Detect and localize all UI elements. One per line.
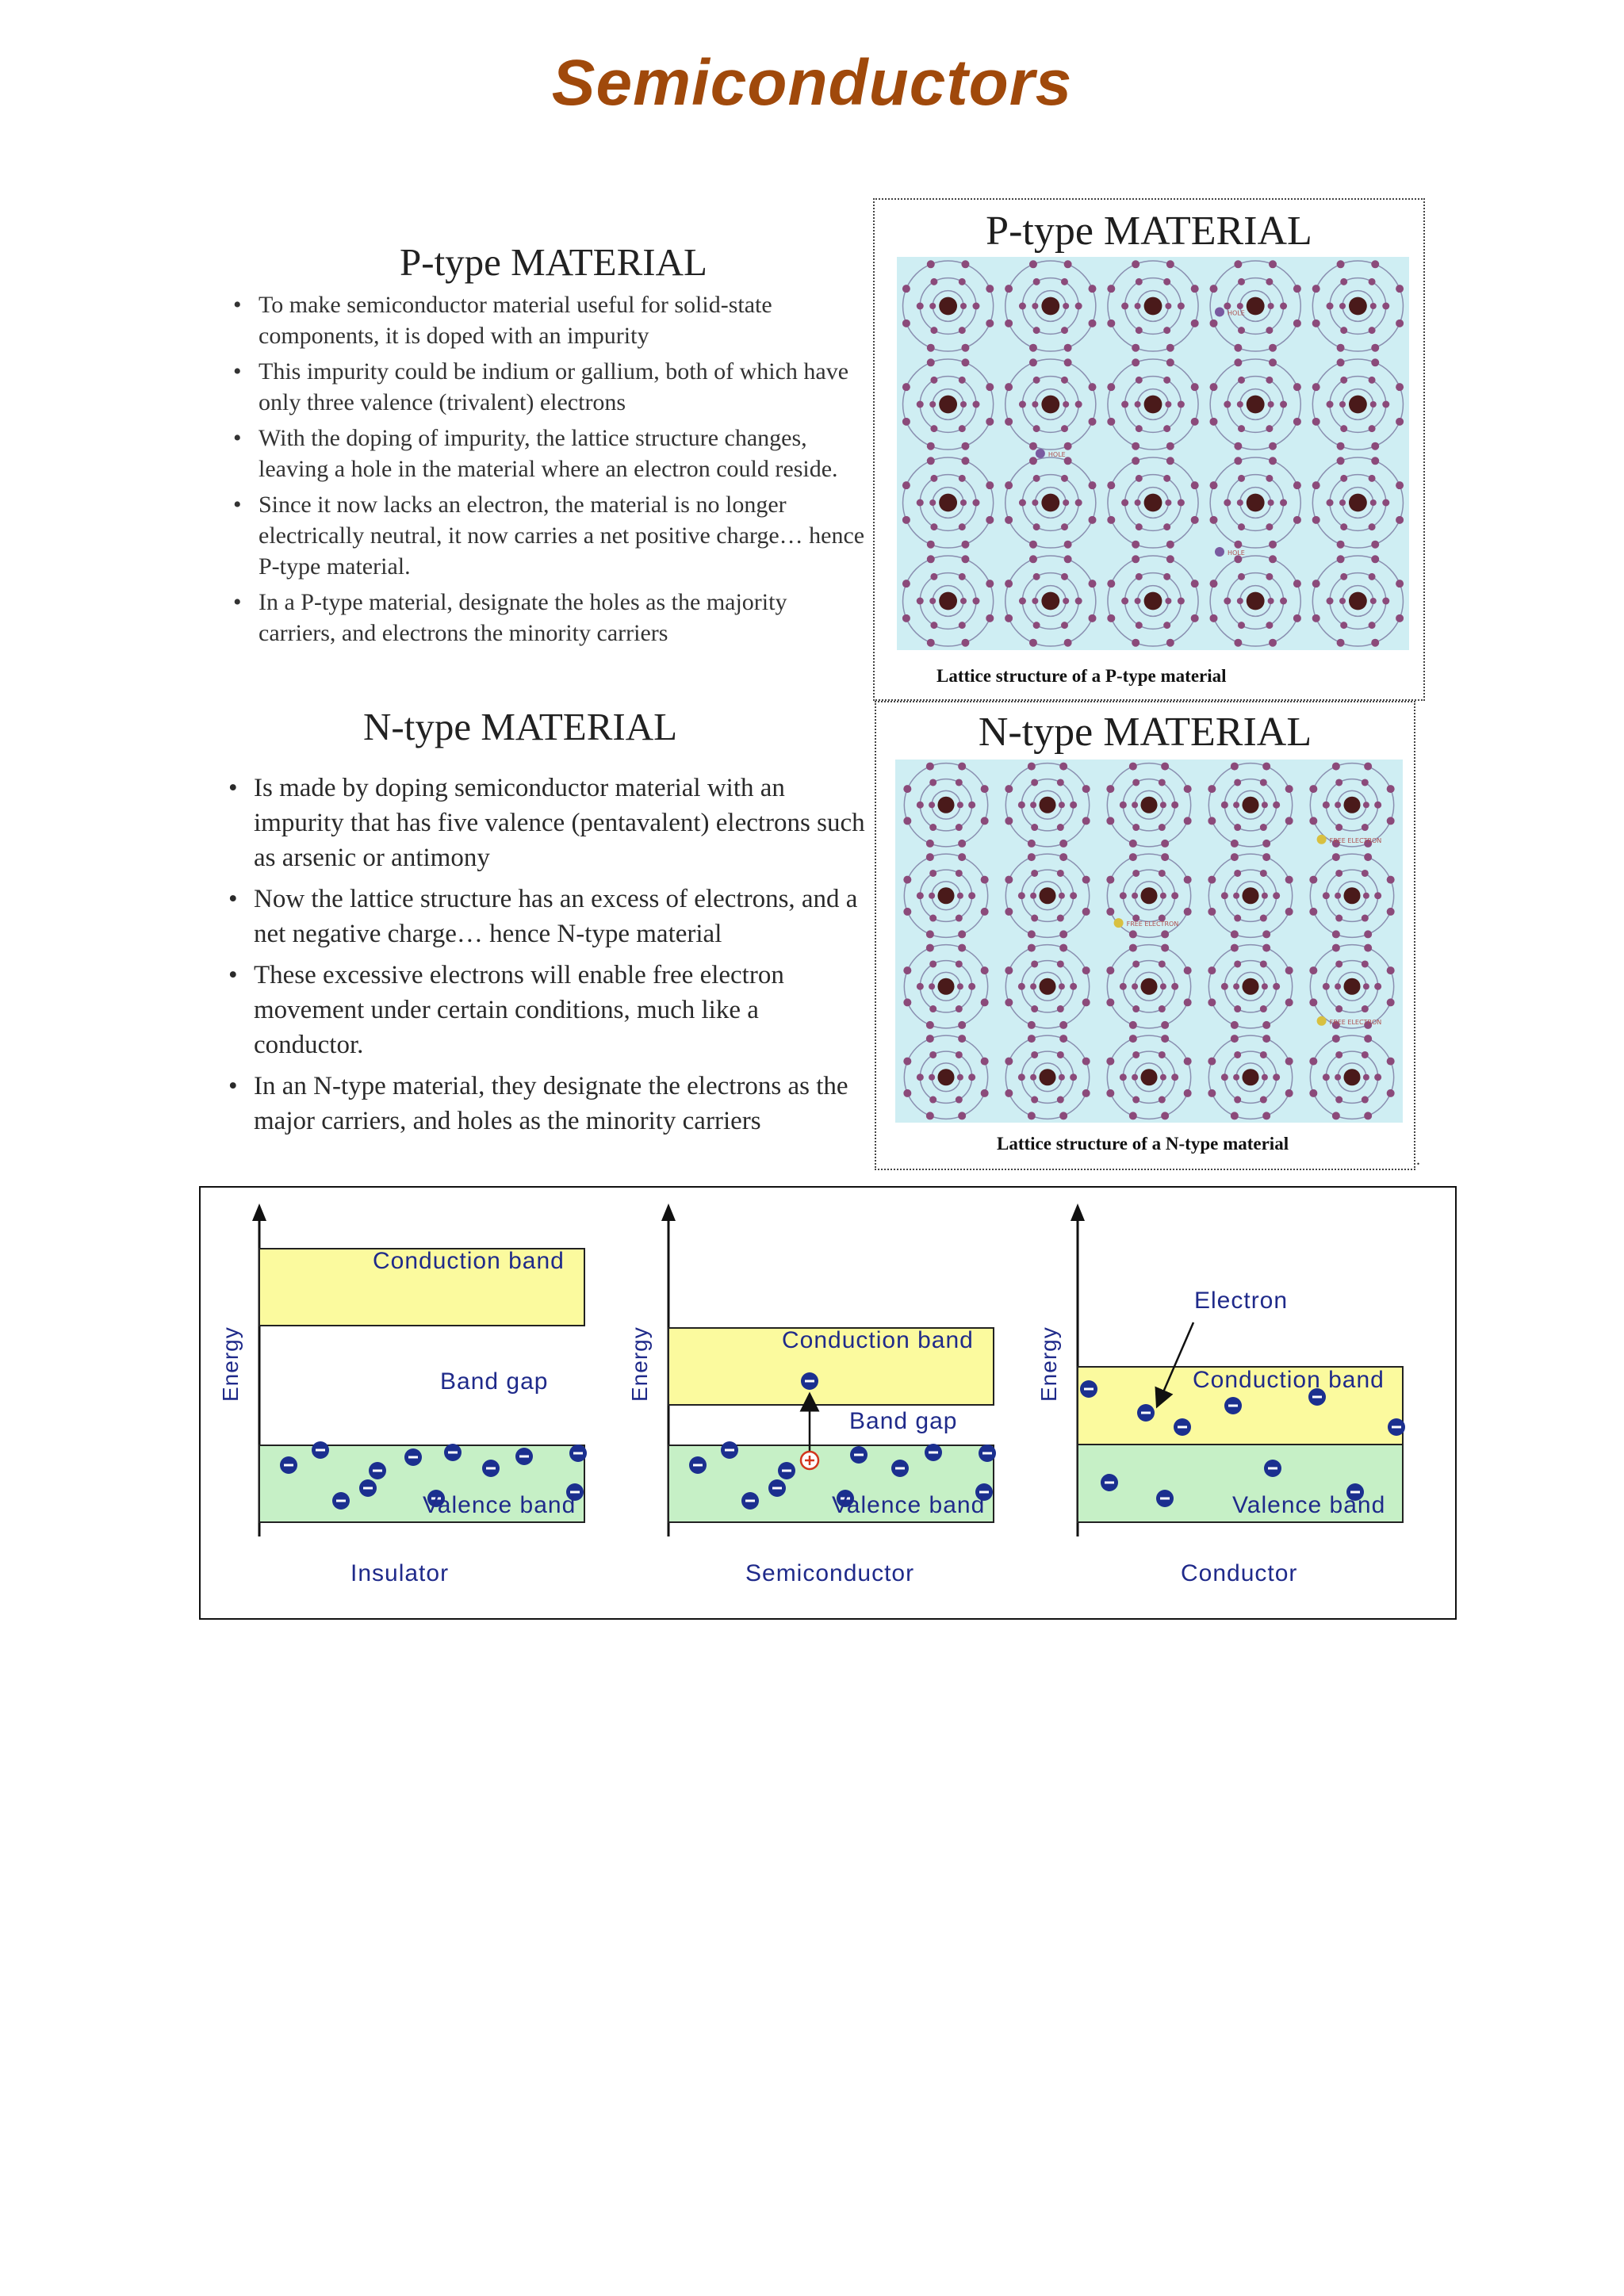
insulator-caption: Insulator xyxy=(350,1560,450,1586)
electron xyxy=(925,1444,942,1461)
electron xyxy=(768,1479,786,1497)
ptype-bullet: • To make semiconductor material useful for solid-state components, it is doped with an impurity xyxy=(233,289,868,351)
electron xyxy=(332,1492,350,1510)
electron xyxy=(1264,1460,1281,1477)
electron xyxy=(482,1460,500,1477)
svg-text:FREE ELECTRON: FREE ELECTRON xyxy=(1126,920,1179,928)
band-diagram xyxy=(199,1186,1457,1620)
conductor-valence-band-label: Valence band xyxy=(1232,1492,1386,1518)
electron xyxy=(1174,1418,1191,1436)
electron xyxy=(778,1462,795,1479)
electron xyxy=(280,1456,297,1474)
svg-text:HOLE: HOLE xyxy=(1227,549,1245,557)
electron xyxy=(404,1448,422,1466)
electron xyxy=(312,1441,329,1459)
electron xyxy=(444,1444,462,1461)
trailing-dot: . xyxy=(1416,1151,1420,1169)
insulator-conduction-band-label: Conduction band xyxy=(373,1248,565,1274)
ptype-bullet-list xyxy=(233,289,868,653)
axis-arrowhead xyxy=(1071,1203,1085,1221)
conductor-electron-label: Electron xyxy=(1194,1288,1289,1314)
semiconductor-band-gap-label: Band gap xyxy=(849,1408,958,1434)
ptype-bullet: • Since it now lacks an electron, the material is no longer electrically neutral, it now carries a net positive charge… hence P-type material. xyxy=(233,489,868,582)
ntype-heading: N-type MATERIAL xyxy=(363,705,678,748)
hole xyxy=(801,1452,818,1469)
ntype-bullet: • Now the lattice structure has an excess of electrons, and a net negative charge… hence N-type material xyxy=(228,882,871,951)
electron xyxy=(569,1445,587,1462)
electron xyxy=(689,1456,707,1474)
semiconductor-energy-axis-label: Energy xyxy=(627,1326,652,1402)
semiconductor-conduction-band-label: Conduction band xyxy=(782,1327,974,1353)
ntype-panel-caption: Lattice structure of a N-type material xyxy=(997,1134,1289,1154)
lattice-background xyxy=(897,257,1409,650)
ptype-lattice-panel xyxy=(873,198,1425,701)
electron xyxy=(369,1462,386,1479)
ntype-bullet: • In an N-type material, they designate the electrons as the major carriers, and holes as the minority carriers xyxy=(228,1069,871,1138)
ntype-bullet: • Is made by doping semiconductor material with an impurity that has five valence (pentavalent) electrons such as arsenic or antimony xyxy=(228,771,871,875)
electron xyxy=(1224,1397,1242,1414)
electron xyxy=(1156,1490,1174,1507)
semiconductor-caption: Semiconductor xyxy=(745,1560,915,1586)
insulator-valence-band-label: Valence band xyxy=(423,1492,576,1518)
insulator-energy-axis-label: Energy xyxy=(218,1326,243,1402)
conductor-conduction-band-label: Conduction band xyxy=(1193,1367,1385,1393)
ntype-bullet-list xyxy=(228,771,871,1145)
electron xyxy=(515,1448,533,1465)
electron xyxy=(1101,1474,1118,1491)
conductor-energy-axis-label: Energy xyxy=(1036,1326,1061,1402)
ptype-lattice-image xyxy=(897,257,1409,650)
electron xyxy=(359,1479,377,1497)
ntype-bullet: • These excessive electrons will enable free electron movement under certain conditions, much like a conductor. xyxy=(228,958,871,1062)
ntype-lattice-panel xyxy=(875,701,1415,1170)
electron xyxy=(979,1445,996,1462)
ptype-bullet: • With the doping of impurity, the lattice structure changes, leaving a hole in the material where an electron could reside. xyxy=(233,423,868,484)
axis-arrowhead xyxy=(252,1203,266,1221)
electron xyxy=(891,1460,909,1477)
electron xyxy=(801,1372,818,1390)
semiconductor-valence-band-label: Valence band xyxy=(832,1492,986,1518)
page-title: Semiconductors xyxy=(551,47,1073,119)
electron xyxy=(741,1492,759,1510)
svg-text:FREE ELECTRON: FREE ELECTRON xyxy=(1329,836,1382,844)
ntype-panel-title: N-type MATERIAL xyxy=(978,710,1312,755)
electron xyxy=(850,1446,868,1464)
electron xyxy=(1388,1418,1405,1436)
electron xyxy=(1137,1404,1155,1422)
electron xyxy=(1080,1380,1097,1398)
ptype-panel-title: P-type MATERIAL xyxy=(986,209,1312,254)
svg-text:HOLE: HOLE xyxy=(1227,309,1245,317)
electron xyxy=(721,1441,738,1459)
ptype-bullet: • This impurity could be indium or gallium, both of which have only three valence (trivalent) electrons xyxy=(233,356,868,418)
ptype-bullet: • In a P-type material, designate the holes as the majority carriers, and electrons the minority carriers xyxy=(233,587,868,649)
ptype-heading: P-type MATERIAL xyxy=(400,240,707,284)
lattice-background xyxy=(895,760,1403,1123)
svg-text:HOLE: HOLE xyxy=(1048,451,1066,458)
ptype-panel-caption: Lattice structure of a P-type material xyxy=(936,666,1227,686)
svg-text:FREE ELECTRON: FREE ELECTRON xyxy=(1329,1018,1382,1026)
conductor-caption: Conductor xyxy=(1181,1560,1298,1586)
ntype-lattice-image xyxy=(895,760,1403,1123)
axis-arrowhead xyxy=(661,1203,676,1221)
insulator-band-gap-label: Band gap xyxy=(440,1368,549,1395)
